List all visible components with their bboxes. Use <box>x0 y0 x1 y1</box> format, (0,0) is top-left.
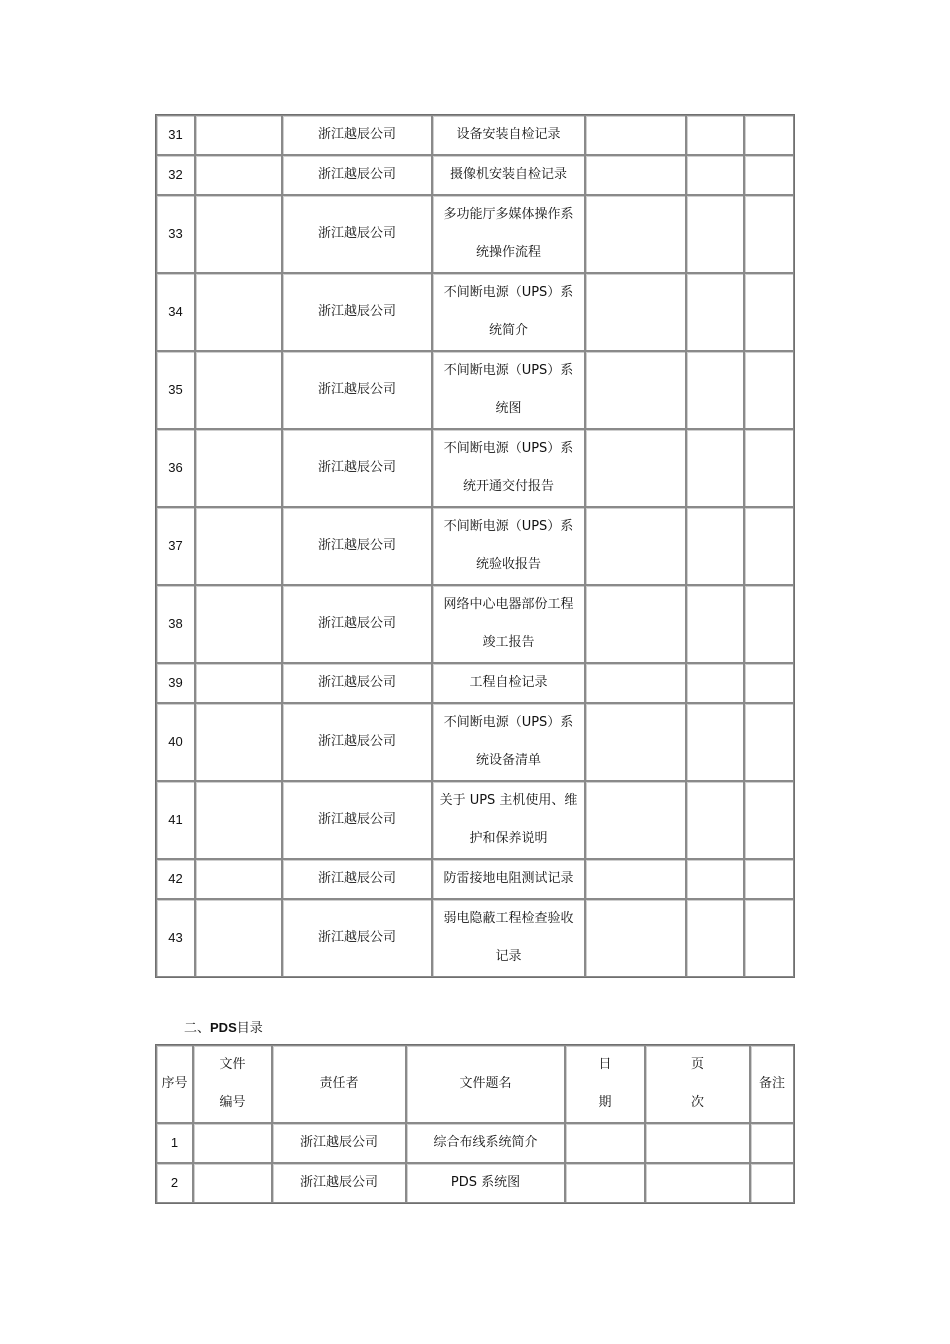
doc-number-cell <box>195 859 282 899</box>
remark-cell <box>744 155 794 195</box>
doc-number-cell <box>193 1123 272 1163</box>
title-line: 弱电隐蔽工程检查验收 <box>443 911 574 926</box>
title-line: 关于 UPS 主机使用、维 <box>439 793 578 808</box>
table-row <box>156 1163 794 1203</box>
title-line: 网络中心电器部份工程 <box>443 597 574 612</box>
row-number: 42 <box>156 859 195 899</box>
page-cell <box>686 155 744 195</box>
row-number: 1 <box>156 1123 193 1163</box>
title-cell <box>432 155 585 195</box>
header-title: 文件题名 <box>406 1045 565 1123</box>
page-cell <box>686 663 744 703</box>
row-number: 32 <box>156 155 195 195</box>
title-cell: PDS 系统图 <box>406 1163 565 1203</box>
remark-cell <box>744 273 794 351</box>
title-cell: 综合布线系统简介 <box>406 1123 565 1163</box>
title-cell <box>432 115 585 155</box>
section-suffix: 目录 <box>236 1021 263 1036</box>
table-row <box>156 1123 794 1163</box>
pds-catalog-table <box>156 1045 794 1203</box>
title-line: 工程自检记录 <box>469 675 548 690</box>
header-date: 日 期 <box>565 1045 645 1123</box>
title-line: 统图 <box>495 401 522 416</box>
title-line: 不间断电源（UPS）系 <box>443 519 574 534</box>
table1-body <box>156 115 794 977</box>
owner-cell: 浙江越辰公司 <box>272 1163 406 1203</box>
page-cell <box>686 351 744 429</box>
title-cell <box>432 273 585 351</box>
doc-number-cell <box>195 273 282 351</box>
page-cell <box>686 429 744 507</box>
section-bold-text: PDS <box>210 1020 237 1035</box>
title-cell <box>432 429 585 507</box>
date-cell <box>585 663 686 703</box>
date-cell <box>585 585 686 663</box>
date-cell <box>585 115 686 155</box>
remark-cell <box>744 585 794 663</box>
remark-cell <box>744 663 794 703</box>
date-cell <box>565 1163 645 1203</box>
owner-cell: 浙江越辰公司 <box>282 273 432 351</box>
table-row <box>156 429 794 507</box>
owner-cell: 浙江越辰公司 <box>282 429 432 507</box>
archive-table-continued <box>156 115 794 977</box>
date-cell <box>585 507 686 585</box>
row-number: 36 <box>156 429 195 507</box>
page-cell <box>686 859 744 899</box>
owner-cell: 浙江越辰公司 <box>272 1123 406 1163</box>
remark-cell <box>744 507 794 585</box>
date-cell <box>585 703 686 781</box>
remark-cell <box>750 1163 794 1203</box>
doc-number-cell <box>195 155 282 195</box>
doc-number-cell <box>195 663 282 703</box>
title-line: 统设备清单 <box>475 753 541 768</box>
remark-cell <box>750 1123 794 1163</box>
owner-cell: 浙江越辰公司 <box>282 781 432 859</box>
date-cell <box>585 273 686 351</box>
title-line: 统开通交付报告 <box>462 479 554 494</box>
date-cell <box>565 1123 645 1163</box>
header-doc-no: 文件 编号 <box>193 1045 272 1123</box>
page-cell <box>645 1123 750 1163</box>
row-number: 43 <box>156 899 195 977</box>
row-number: 38 <box>156 585 195 663</box>
title-line: 不间断电源（UPS）系 <box>443 363 574 378</box>
page-cell <box>645 1163 750 1203</box>
title-cell <box>432 703 585 781</box>
table-row <box>156 859 794 899</box>
owner-cell: 浙江越辰公司 <box>282 585 432 663</box>
remark-cell <box>744 195 794 273</box>
header-owner: 责任者 <box>272 1045 406 1123</box>
page-cell <box>686 507 744 585</box>
doc-number-cell <box>195 351 282 429</box>
title-line: 不间断电源（UPS）系 <box>443 441 574 456</box>
row-number: 41 <box>156 781 195 859</box>
date-cell <box>585 351 686 429</box>
date-cell <box>585 429 686 507</box>
remark-cell <box>744 899 794 977</box>
doc-number-cell <box>195 507 282 585</box>
title-cell <box>432 507 585 585</box>
doc-number-cell <box>195 429 282 507</box>
row-number: 37 <box>156 507 195 585</box>
title-line: 护和保养说明 <box>469 831 548 846</box>
doc-number-cell <box>193 1163 272 1203</box>
remark-cell <box>744 703 794 781</box>
title-line: 不间断电源（UPS）系 <box>443 715 574 730</box>
owner-cell: 浙江越辰公司 <box>282 195 432 273</box>
title-cell <box>432 585 585 663</box>
title-line: 防雷接地电阻测试记录 <box>443 871 574 886</box>
owner-cell: 浙江越辰公司 <box>282 859 432 899</box>
page-cell <box>686 703 744 781</box>
row-number: 2 <box>156 1163 193 1203</box>
page-cell <box>686 585 744 663</box>
table-row <box>156 703 794 781</box>
remark-cell <box>744 351 794 429</box>
remark-cell <box>744 859 794 899</box>
table-row <box>156 351 794 429</box>
owner-cell: 浙江越辰公司 <box>282 155 432 195</box>
owner-cell: 浙江越辰公司 <box>282 115 432 155</box>
title-cell <box>432 781 585 859</box>
table-row <box>156 273 794 351</box>
table-row <box>156 155 794 195</box>
page-cell <box>686 273 744 351</box>
owner-cell: 浙江越辰公司 <box>282 351 432 429</box>
date-cell <box>585 781 686 859</box>
table-row <box>156 507 794 585</box>
section-heading <box>184 1018 263 1039</box>
row-number: 34 <box>156 273 195 351</box>
page-cell <box>686 899 744 977</box>
table-row <box>156 663 794 703</box>
title-cell <box>432 351 585 429</box>
table-row <box>156 585 794 663</box>
doc-number-cell <box>195 115 282 155</box>
table2-body <box>156 1123 794 1203</box>
owner-cell: 浙江越辰公司 <box>282 663 432 703</box>
page-cell <box>686 781 744 859</box>
remark-cell <box>744 781 794 859</box>
remark-cell <box>744 429 794 507</box>
table-row <box>156 195 794 273</box>
row-number: 39 <box>156 663 195 703</box>
row-number: 40 <box>156 703 195 781</box>
title-line: 不间断电源（UPS）系 <box>443 285 574 300</box>
owner-cell: 浙江越辰公司 <box>282 703 432 781</box>
remark-cell <box>744 115 794 155</box>
title-line: 设备安装自检记录 <box>456 127 561 142</box>
title-line: 统操作流程 <box>475 245 541 260</box>
date-cell <box>585 195 686 273</box>
doc-number-cell <box>195 585 282 663</box>
page-cell <box>686 195 744 273</box>
title-line: 统简介 <box>488 323 528 338</box>
date-cell <box>585 859 686 899</box>
doc-number-cell <box>195 781 282 859</box>
title-line: 摄像机安装自检记录 <box>449 167 567 182</box>
doc-number-cell <box>195 195 282 273</box>
row-number: 33 <box>156 195 195 273</box>
title-cell <box>432 899 585 977</box>
owner-cell: 浙江越辰公司 <box>282 899 432 977</box>
doc-number-cell <box>195 703 282 781</box>
title-line: 统验收报告 <box>475 557 541 572</box>
title-line: 多功能厅多媒体操作系 <box>443 207 574 222</box>
title-cell <box>432 859 585 899</box>
row-number: 35 <box>156 351 195 429</box>
date-cell <box>585 899 686 977</box>
owner-cell: 浙江越辰公司 <box>282 507 432 585</box>
table-row <box>156 781 794 859</box>
page-cell <box>686 115 744 155</box>
doc-number-cell <box>195 899 282 977</box>
table-row <box>156 899 794 977</box>
title-cell <box>432 195 585 273</box>
header-remark: 备注 <box>750 1045 794 1123</box>
title-line: 竣工报告 <box>482 635 535 650</box>
table-row <box>156 115 794 155</box>
header-seq: 序号 <box>156 1045 193 1123</box>
header-page: 页 次 <box>645 1045 750 1123</box>
date-cell <box>585 155 686 195</box>
header-row <box>156 1045 794 1123</box>
section-prefix: 二、 <box>184 1021 211 1036</box>
row-number: 31 <box>156 115 195 155</box>
title-line: 记录 <box>495 949 522 964</box>
title-cell <box>432 663 585 703</box>
